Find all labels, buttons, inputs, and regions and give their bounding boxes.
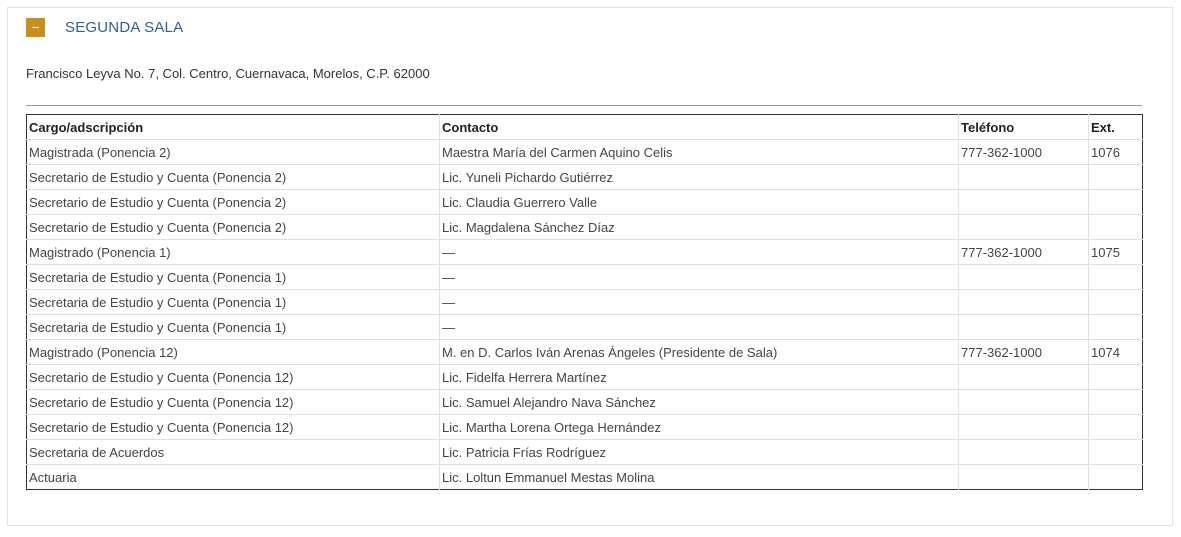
telefono-cell: 777-362-1000 <box>959 140 1089 165</box>
ext-cell <box>1089 215 1143 240</box>
header-contacto: Contacto <box>440 115 959 140</box>
cargo-cell: Magistrado (Ponencia 12) <box>27 340 440 365</box>
telefono-cell <box>959 190 1089 215</box>
cargo-cell: Secretario de Estudio y Cuenta (Ponencia 12) <box>27 415 440 440</box>
telefono-cell <box>959 290 1089 315</box>
address-text: Francisco Leyva No. 7, Col. Centro, Cuernavaca, Morelos, C.P. 62000 <box>26 66 430 81</box>
table-row <box>27 340 1143 365</box>
section-title[interactable]: SEGUNDA SALA <box>65 18 184 36</box>
cargo-cell: Secretario de Estudio y Cuenta (Ponencia 2) <box>27 165 440 190</box>
ext-cell <box>1089 165 1143 190</box>
ext-cell <box>1089 415 1143 440</box>
telefono-cell <box>959 440 1089 465</box>
contacto-cell: Lic. Claudia Guerrero Valle <box>440 190 959 215</box>
cargo-cell: Secretaria de Estudio y Cuenta (Ponencia 1) <box>27 265 440 290</box>
contacto-cell: Lic. Loltun Emmanuel Mestas Molina <box>440 465 959 490</box>
contacto-cell: M. en D. Carlos Iván Arenas Ángeles (Presidente de Sala) <box>440 340 959 365</box>
ext-cell: 1074 <box>1089 340 1143 365</box>
telefono-cell <box>959 465 1089 490</box>
ext-cell <box>1089 315 1143 340</box>
cargo-cell: Secretaria de Acuerdos <box>27 440 440 465</box>
table-header-row <box>27 115 1143 140</box>
table-row <box>27 140 1143 165</box>
telefono-cell: 777-362-1000 <box>959 240 1089 265</box>
ext-cell <box>1089 390 1143 415</box>
table-row <box>27 215 1143 240</box>
contacto-cell: — <box>440 315 959 340</box>
contacto-cell: Lic. Yuneli Pichardo Gutiérrez <box>440 165 959 190</box>
table-row <box>27 440 1143 465</box>
telefono-cell <box>959 365 1089 390</box>
ext-cell: 1075 <box>1089 240 1143 265</box>
contacto-cell: Lic. Samuel Alejandro Nava Sánchez <box>440 390 959 415</box>
ext-cell <box>1089 365 1143 390</box>
contacto-cell: — <box>440 240 959 265</box>
section-header[interactable] <box>26 16 183 38</box>
header-telefono: Teléfono <box>959 115 1089 140</box>
header-cargo: Cargo/adscripción <box>27 115 440 140</box>
telefono-cell <box>959 265 1089 290</box>
contacto-cell: Lic. Martha Lorena Ortega Hernández <box>440 415 959 440</box>
header-ext: Ext. <box>1089 115 1143 140</box>
contacto-cell: — <box>440 265 959 290</box>
table-row <box>27 365 1143 390</box>
ext-cell <box>1089 440 1143 465</box>
table-row <box>27 390 1143 415</box>
cargo-cell: Actuaria <box>27 465 440 490</box>
telefono-cell <box>959 390 1089 415</box>
cargo-cell: Magistrado (Ponencia 1) <box>27 240 440 265</box>
cargo-cell: Secretaria de Estudio y Cuenta (Ponencia 1) <box>27 290 440 315</box>
ext-cell <box>1089 290 1143 315</box>
ext-cell <box>1089 190 1143 215</box>
cargo-cell: Secretario de Estudio y Cuenta (Ponencia 12) <box>27 365 440 390</box>
telefono-cell <box>959 415 1089 440</box>
contacto-cell: Lic. Patricia Frías Rodríguez <box>440 440 959 465</box>
collapse-icon[interactable]: − <box>26 18 45 37</box>
table-row <box>27 190 1143 215</box>
ext-cell: 1076 <box>1089 140 1143 165</box>
ext-cell <box>1089 465 1143 490</box>
telefono-cell: 777-362-1000 <box>959 340 1089 365</box>
contacto-cell: Lic. Fidelfa Herrera Martínez <box>440 365 959 390</box>
table-row <box>27 265 1143 290</box>
cargo-cell: Secretario de Estudio y Cuenta (Ponencia 2) <box>27 215 440 240</box>
table-row <box>27 315 1143 340</box>
table-row <box>27 290 1143 315</box>
table-row <box>27 165 1143 190</box>
cargo-cell: Secretario de Estudio y Cuenta (Ponencia 12) <box>27 390 440 415</box>
contacto-cell: Maestra María del Carmen Aquino Celis <box>440 140 959 165</box>
table-row <box>27 465 1143 490</box>
cargo-cell: Magistrada (Ponencia 2) <box>27 140 440 165</box>
directory-table <box>26 114 1143 490</box>
telefono-cell <box>959 165 1089 190</box>
telefono-cell <box>959 215 1089 240</box>
divider <box>26 105 1142 106</box>
cargo-cell: Secretario de Estudio y Cuenta (Ponencia 2) <box>27 190 440 215</box>
table-row <box>27 415 1143 440</box>
contacto-cell: — <box>440 290 959 315</box>
contacto-cell: Lic. Magdalena Sánchez Díaz <box>440 215 959 240</box>
ext-cell <box>1089 265 1143 290</box>
cargo-cell: Secretaria de Estudio y Cuenta (Ponencia 1) <box>27 315 440 340</box>
table-row <box>27 240 1143 265</box>
telefono-cell <box>959 315 1089 340</box>
